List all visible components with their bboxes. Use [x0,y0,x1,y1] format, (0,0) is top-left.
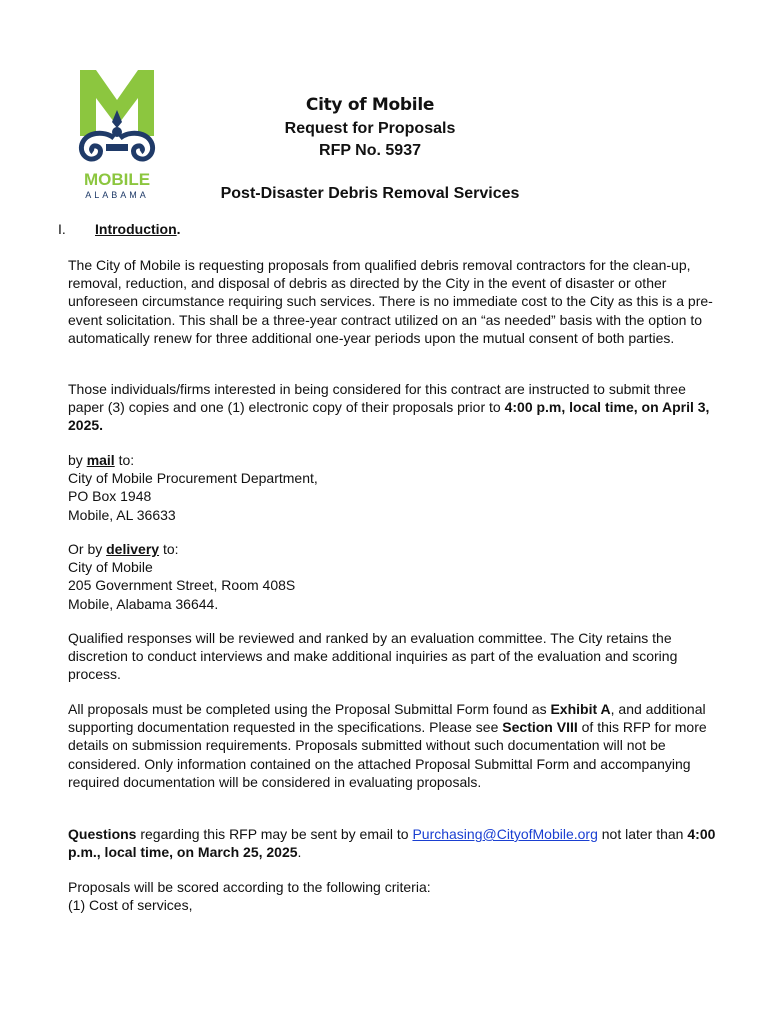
submission-text: Those individuals/firms interested in being considered for this contract are instructed to submit three paper (3) copies and one (1) electronic copy of their proposals prior to [68,381,686,416]
purchasing-email-link[interactable]: Purchasing@CityofMobile.org [412,826,598,842]
mail-line: Mobile, AL 36633 [68,506,176,523]
mail-line: PO Box 1948 [68,488,152,505]
logo-wordmark: MOBILE [83,170,151,189]
mail-address-block [68,451,718,524]
evaluation-paragraph: Qualified responses will be reviewed and ranked by an evaluation committee. The City retains the discretion to conduct interviews and make additional inquiries as part of the evaluation and scoring process. [68,630,678,683]
section-viii-ref: Section VIII [502,719,578,736]
delivery-line: 205 Government Street, Room 408S [68,577,296,594]
criteria-item: (1) Cost of services, [68,897,193,914]
requirements-paragraph [68,700,718,791]
delivery-word: delivery [106,541,160,557]
header-rfp-number: RFP No. 5937 [319,142,421,159]
mail-post: to: [114,452,135,468]
delivery-pre: Or by [68,541,107,557]
exhibit-a-ref: Exhibit A [550,701,611,717]
delivery-address-block [68,540,718,613]
logo-subtitle: ALABAMA [85,190,149,200]
questions-text-b: not later than [597,826,688,842]
section-title-suffix: . [176,221,181,237]
delivery-line: Mobile, Alabama 36644. [68,595,219,612]
section-number: I. [58,221,66,237]
city-of-mobile-logo [74,70,160,200]
criteria-intro: Proposals will be scored according to the following criteria: [68,879,431,895]
submission-paragraph [68,380,718,435]
mail-word: mail [86,452,115,468]
questions-text-a: regarding this RFP may be sent by email to [136,826,413,842]
requirements-text-c: of this RFP for more details on submission requirements. Proposals submitted without such documentation will not be considered. Only information contained on the attached Proposal Submittal Form and accompanying required documentation will be considered in evaluating proposals. [68,719,707,790]
mail-pre: by [68,452,87,468]
mail-line: City of Mobile Procurement Department, [68,470,318,487]
questions-paragraph [68,825,718,861]
header-city: City of Mobile [305,95,435,115]
requirements-text-b: , and additional supporting documentation requested in the specifications. Please see [68,701,706,736]
criteria-block [68,878,718,914]
questions-deadline: 4:00 p.m., local time, on March 25, 2025 [68,826,716,861]
delivery-line: City of Mobile [68,559,153,576]
section-title [95,221,181,237]
submission-deadline: 4:00 p.m, local time, on April 3, 2025. [68,399,710,434]
logo-band [106,144,128,151]
header-rfp-label: Request for Proposals [284,120,456,137]
intro-paragraph: The City of Mobile is requesting proposals from qualified debris removal contractors for the clean-up, removal, reduction, and disposal of debris as directed by the City in the event of disaster or other unforeseen circumstance requiring such services. There is no immediate cost to the City as this is a pre-event solicitation. This shall be a three-year contract utilized on an “as needed” basis with the option to automatically renew for three additional one-year periods upon the mutual consent of both parties. [68,257,713,346]
requirements-text-a: All proposals must be completed using the Proposal Submittal Form found as [68,701,551,717]
section-title-text: Introduction [95,221,177,237]
questions-end: . [297,844,302,861]
delivery-post: to: [159,541,179,557]
document-title: Post-Disaster Debris Removal Services [220,185,520,202]
questions-label: Questions [68,826,137,842]
